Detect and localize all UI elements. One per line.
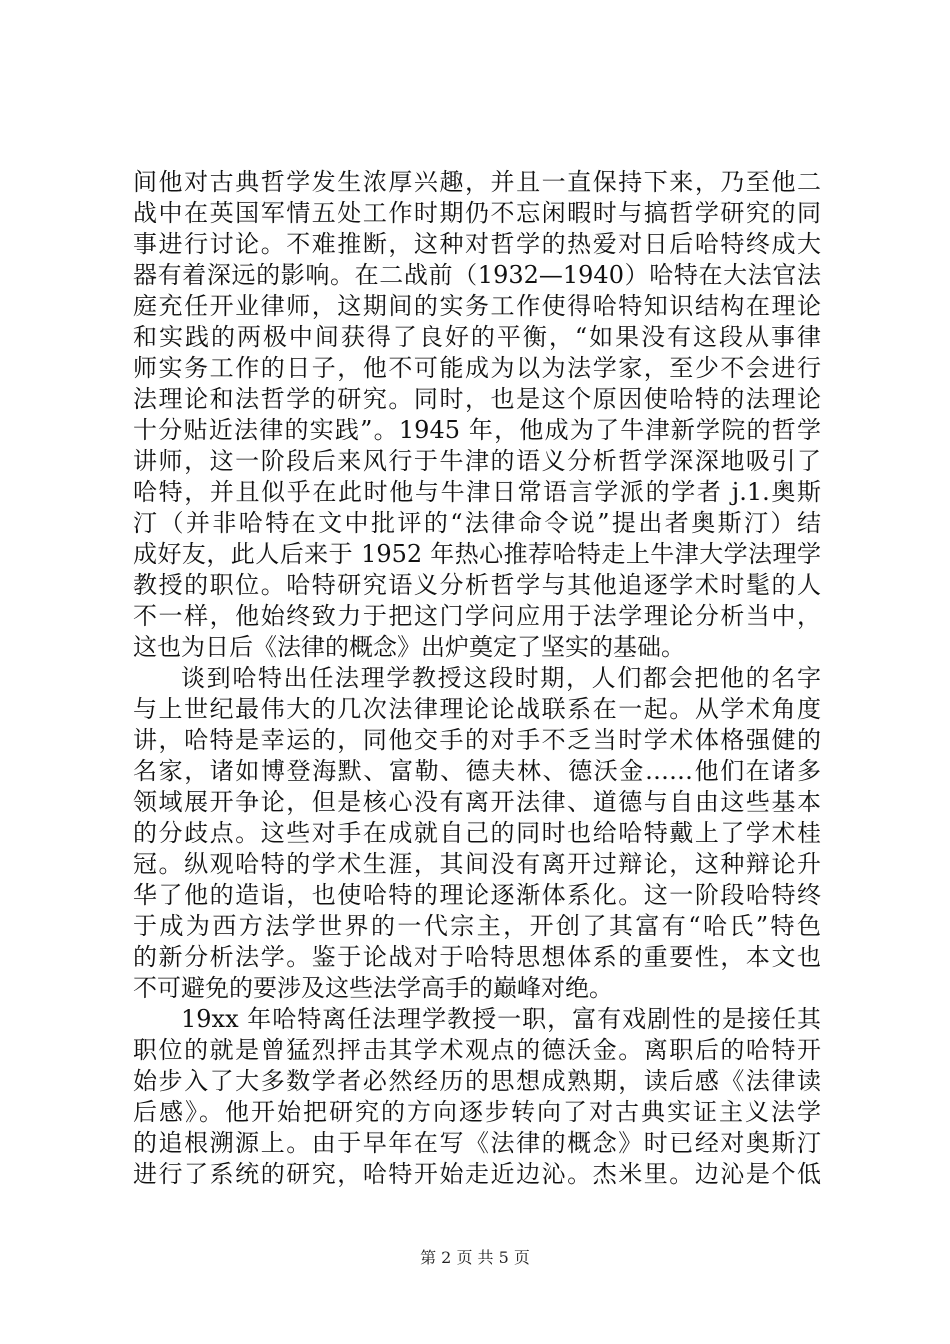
page-number-footer: 第 2 页 共 5 页 (420, 1248, 530, 1267)
text-line: 法理论和法哲学的研究。同时，也是这个原因使哈特的法理论 (133, 385, 821, 413)
text-line: 后感》。他开始把研究的方向逐步转向了对古典实证主义法学 (133, 1098, 821, 1126)
text-line: 十分贴近法律的实践”。1945 年，他成为了牛津新学院的哲学 (133, 416, 821, 444)
text-line: 的新分析法学。鉴于论战对于哈特思想体系的重要性，本文也 (133, 943, 821, 971)
text-line: 冠。纵观哈特的学术生涯，其间没有离开过辩论，这种辩论升 (133, 850, 821, 878)
text-line: 师实务工作的日子，他不可能成为以为法学家，至少不会进行 (133, 354, 821, 382)
text-line: 讲，哈特是幸运的，同他交手的对手不乏当时学术体格强健的 (133, 726, 821, 754)
text-line: 不一样，他始终致力于把这门学问应用于法学理论分析当中， (133, 602, 821, 630)
text-line: 始步入了大多数学者必然经历的思想成熟期，读后感《法律读 (133, 1067, 821, 1095)
text-line: 领域展开争论，但是核心没有离开法律、道德与自由这些基本 (133, 788, 821, 816)
text-line: 的分歧点。这些对手在成就自己的同时也给哈特戴上了学术桂 (133, 819, 821, 847)
text-line: 于成为西方法学世界的一代宗主，开创了其富有“哈氏”特色 (133, 912, 821, 940)
text-line: 教授的职位。哈特研究语义分析哲学与其他追逐学术时髦的人 (133, 571, 821, 599)
text-line: 的追根溯源上。由于早年在写《法律的概念》时已经对奥斯汀 (133, 1129, 821, 1157)
body-text (133, 167, 821, 1190)
text-line: 庭充任开业律师，这期间的实务工作使得哈特知识结构在理论 (133, 292, 821, 320)
text-line: 19xx 年哈特离任法理学教授一职，富有戏剧性的是接任其 (181, 1005, 821, 1033)
text-line: 器有着深远的影响。在二战前（1932—1940）哈特在大法官法 (133, 261, 821, 289)
text-line: 哈特，并且似乎在此时他与牛津日常语言学派的学者 j.1.奥斯 (133, 478, 821, 506)
text-line: 间他对古典哲学发生浓厚兴趣，并且一直保持下来，乃至他二 (133, 168, 821, 196)
text-line: 与上世纪最伟大的几次法律理论论战联系在一起。从学术角度 (133, 695, 821, 723)
text-line: 和实践的两极中间获得了良好的平衡，“如果没有这段从事律 (133, 323, 821, 351)
text-line: 谈到哈特出任法理学教授这段时期，人们都会把他的名字 (181, 664, 821, 692)
text-line: 名家，诸如博登海默、富勒、德夫林、德沃金……他们在诸多 (133, 757, 821, 785)
text-line: 职位的就是曾猛烈抨击其学术观点的德沃金。离职后的哈特开 (133, 1036, 821, 1064)
text-line: 进行了系统的研究，哈特开始走近边沁。杰米里。边沁是个低 (133, 1160, 821, 1188)
text-line: 汀（并非哈特在文中批评的“法律命令说”提出者奥斯汀）结 (133, 509, 821, 537)
text-line: 成好友，此人后来于 1952 年热心推荐哈特走上牛津大学法理学 (133, 540, 821, 568)
text-line: 华了他的造诣，也使哈特的理论逐渐体系化。这一阶段哈特终 (133, 881, 821, 909)
text-line: 战中在英国军情五处工作时期仍不忘闲暇时与搞哲学研究的同 (133, 199, 821, 227)
text-line: 事进行讨论。不难推断，这种对哲学的热爱对日后哈特终成大 (133, 230, 821, 258)
text-line: 讲师，这一阶段后来风行于牛津的语义分析哲学深深地吸引了 (133, 447, 821, 475)
text-line: 不可避免的要涉及这些法学高手的巅峰对绝。 (133, 974, 613, 1002)
text-line: 这也为日后《法律的概念》出炉奠定了坚实的基础。 (133, 633, 685, 661)
